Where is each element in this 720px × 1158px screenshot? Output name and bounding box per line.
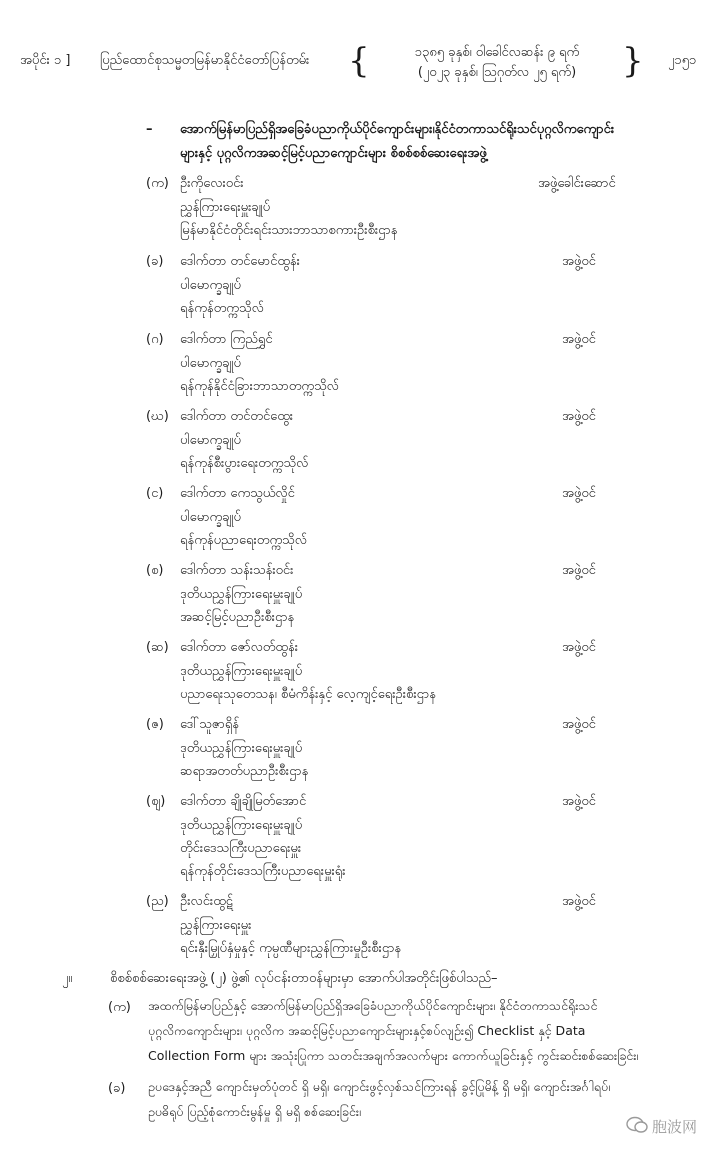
member-number: (ဈ) bbox=[146, 794, 166, 809]
member-department: ရန်ကုန်ပညာရေးတက္ကသိုလ် bbox=[180, 533, 307, 548]
header-date-2: (၂၀၂၃ ခုနှစ်၊ ဩဂုတ်လ ၂၅ ရက်) bbox=[417, 65, 577, 80]
member-position: ဒုတိယညွှန်ကြားရေးမှူးချုပ် bbox=[180, 664, 303, 679]
member-role: အဖွဲ့ဝင် bbox=[562, 486, 596, 501]
duties-intro: စိစစ်စစ်ဆေးရေးအဖွဲ့ (၂) ဖွဲ့၏ လုပ်ငန်းတာဝန်များမှာ အောက်ပါအတိုင်းဖြစ်ပါသည်– bbox=[110, 971, 498, 986]
member-name: ဒေါ်သူဇာရှိန် bbox=[180, 717, 240, 732]
section-number: ၂။ bbox=[62, 971, 73, 986]
duty-line: Collection Form များ အသုံးပြုကာ သတင်းအချက်အလက်များ ကောက်ယူခြင်းနှင့် ကွင်းဆင်းစစ်ဆေးခြင်း၊ bbox=[148, 1048, 639, 1063]
member-department: ပညာရေးသုတေသန၊ စီမံကိန်းနှင့် လေ့ကျင့်ရေးဦးစီးဌာန bbox=[180, 687, 436, 702]
member-role: အဖွဲ့ဝင် bbox=[562, 563, 596, 578]
header-part: အပိုင်း ၁ ] bbox=[20, 53, 71, 68]
member-number: (ဆ) bbox=[146, 640, 169, 655]
member-position: ပါမောက္ခချုပ် bbox=[180, 278, 241, 293]
member-position: ညွှန်ကြားရေးမှူး bbox=[180, 918, 252, 933]
member-role: အဖွဲ့ဝင် bbox=[562, 640, 596, 655]
member-role: အဖွဲ့ဝင် bbox=[562, 894, 596, 909]
member-position: ဒုတိယညွှန်ကြားရေးမှူးချုပ် bbox=[180, 741, 303, 756]
member-position: ပါမောက္ခချုပ် bbox=[180, 510, 241, 525]
member-number: (ည) bbox=[146, 894, 169, 909]
member-role: အဖွဲ့ဝင် bbox=[562, 794, 596, 809]
brace-open: { bbox=[348, 41, 370, 81]
member-position: ဒုတိယညွှန်ကြားရေးမှူးချုပ် bbox=[180, 818, 303, 833]
member-department: အဆင့်မြင့်ပညာဦးစီးဌာန bbox=[180, 610, 295, 625]
member-name: ဒေါက်တာ ဇော်လတ်ထွန်း bbox=[180, 640, 299, 655]
member-department: ဆရာအတတ်ပညာဦးစီးဌာန bbox=[180, 764, 309, 779]
duty-line: အထက်မြန်မာပြည်နှင့် အောက်မြန်မာပြည်ရှိအခြေခံပညာကိုယ်ပိုင်ကျောင်းများ၊ နိုင်ငံတကာသင်ရိုးသင် bbox=[148, 998, 598, 1013]
member-name: ဒေါက်တာ ကေသွယ်လှိုင် bbox=[180, 486, 295, 501]
duty-number: (ခ) bbox=[108, 1081, 126, 1096]
page-number: ၂၁၅၁ bbox=[668, 53, 697, 68]
member-role: အဖွဲ့ခေါင်းဆောင် bbox=[538, 176, 616, 191]
member-number: (ဂ) bbox=[146, 332, 164, 347]
member-department: ရင်းနှီးမြှုပ်နှံမှုနှင့် ကုမ္ပဏီများညွှန်ကြားမှုဦးစီးဌာန bbox=[180, 941, 402, 956]
member-role: အဖွဲ့ဝင် bbox=[562, 717, 596, 732]
duty-line: ပုဂ္ဂလိကကျောင်းများ၊ ပုဂ္ဂလိက အဆင့်မြင့်ပညာကျောင်းများနှင့်စပ်လျဉ်း၍ Checklist နှင့် Data bbox=[148, 1023, 586, 1038]
member-position: ပါမောက္ခချုပ် bbox=[180, 433, 241, 448]
duty-line: ဥပဓိရုပ် ပြည့်စုံကောင်းမွန်မှု ရှိ မရှိ စစ်ဆေးခြင်း၊ bbox=[148, 1104, 361, 1119]
member-name: ဒေါက်တာ တင်မောင်ထွန်း bbox=[180, 254, 300, 269]
member-department: ရန်ကုန်နိုင်ငံခြားဘာသာတက္ကသိုလ် bbox=[180, 379, 339, 394]
member-department: မြန်မာနိုင်ငံတိုင်းရင်းသားဘာသာစကားဦးစီးဌာန bbox=[180, 223, 398, 238]
member-office: တိုင်းဒေသကြီးပညာရေးမှူး bbox=[180, 841, 302, 856]
member-name: ဒေါက်တာ သန်းသန်းဝင်း bbox=[180, 563, 294, 578]
brace-close: } bbox=[622, 41, 644, 81]
member-department: ရန်ကုန်စီးပွားရေးတက္ကသိုလ် bbox=[180, 456, 309, 471]
committee-title-2: များနှင့် ပုဂ္ဂလိကအဆင့်မြင့်ပညာကျောင်းများ စိစစ်စစ်ဆေးရေးအဖွဲ့ bbox=[180, 146, 487, 161]
member-name: ဒေါက်တာ ချိုချိုမြတ်အောင် bbox=[180, 794, 307, 809]
member-number: (ဇ) bbox=[146, 717, 164, 732]
member-role: အဖွဲ့ဝင် bbox=[562, 254, 596, 269]
member-name: ဒေါက်တာ ကြည်ရွှင် bbox=[180, 332, 273, 347]
duty-line: ဥပဒေနှင့်အညီ ကျောင်းမှတ်ပုံတင် ရှိ မရှိ၊ ကျောင်းဖွင့်လှစ်သင်ကြားရန် ခွင့်ပြုမိန့် ရှိ မရှိ၊ ကျောင်းအင်္ဂါရပ်၊ bbox=[148, 1079, 611, 1094]
member-role: အဖွဲ့ဝင် bbox=[562, 409, 596, 424]
member-position: ဒုတိယညွှန်ကြားရေးမှူးချုပ် bbox=[180, 587, 303, 602]
committee-title-1: အောက်မြန်မာပြည်ရှိအခြေခံပညာကိုယ်ပိုင်ကျောင်းများ၊နိုင်ငံတကာသင်ရိုးသင်ပုဂ္ဂလိကကျောင်း bbox=[180, 122, 615, 137]
watermark-text: 胞波网 bbox=[652, 1118, 698, 1136]
member-number: (ခ) bbox=[146, 254, 164, 269]
duty-number: (က) bbox=[108, 1000, 131, 1015]
member-name: ဦးကိုလေးဝင်း bbox=[180, 176, 244, 191]
member-name: ဒေါက်တာ တင်တင်ထွေး bbox=[180, 409, 294, 424]
member-number: (က) bbox=[146, 176, 169, 191]
member-name: ဦးလင်းထွဋ် bbox=[180, 894, 233, 909]
member-number: (ဃ) bbox=[146, 409, 169, 424]
member-number: (င) bbox=[146, 486, 164, 501]
gazette-title: ပြည်ထောင်စုသမ္မတမြန်မာနိုင်ငံတော်ပြန်တမ်း bbox=[100, 53, 310, 68]
member-position: ညွှန်ကြားရေးမှူးချုပ် bbox=[180, 200, 271, 215]
member-department: ရန်ကုန်တိုင်းဒေသကြီးပညာရေးမှူးရုံး bbox=[180, 864, 346, 879]
header-date-1: ၁၃၈၅ ခုနှစ်၊ ဝါခေါင်လဆန်း ၉ ရက် bbox=[414, 45, 580, 60]
member-position: ပါမောက္ခချုပ် bbox=[180, 356, 241, 371]
committee-dash: – bbox=[146, 122, 153, 137]
member-role: အဖွဲ့ဝင် bbox=[562, 332, 596, 347]
chat-bubble-icon bbox=[626, 1116, 648, 1138]
member-department: ရန်ကုန်တက္ကသိုလ် bbox=[180, 301, 264, 316]
member-number: (စ) bbox=[146, 563, 164, 578]
